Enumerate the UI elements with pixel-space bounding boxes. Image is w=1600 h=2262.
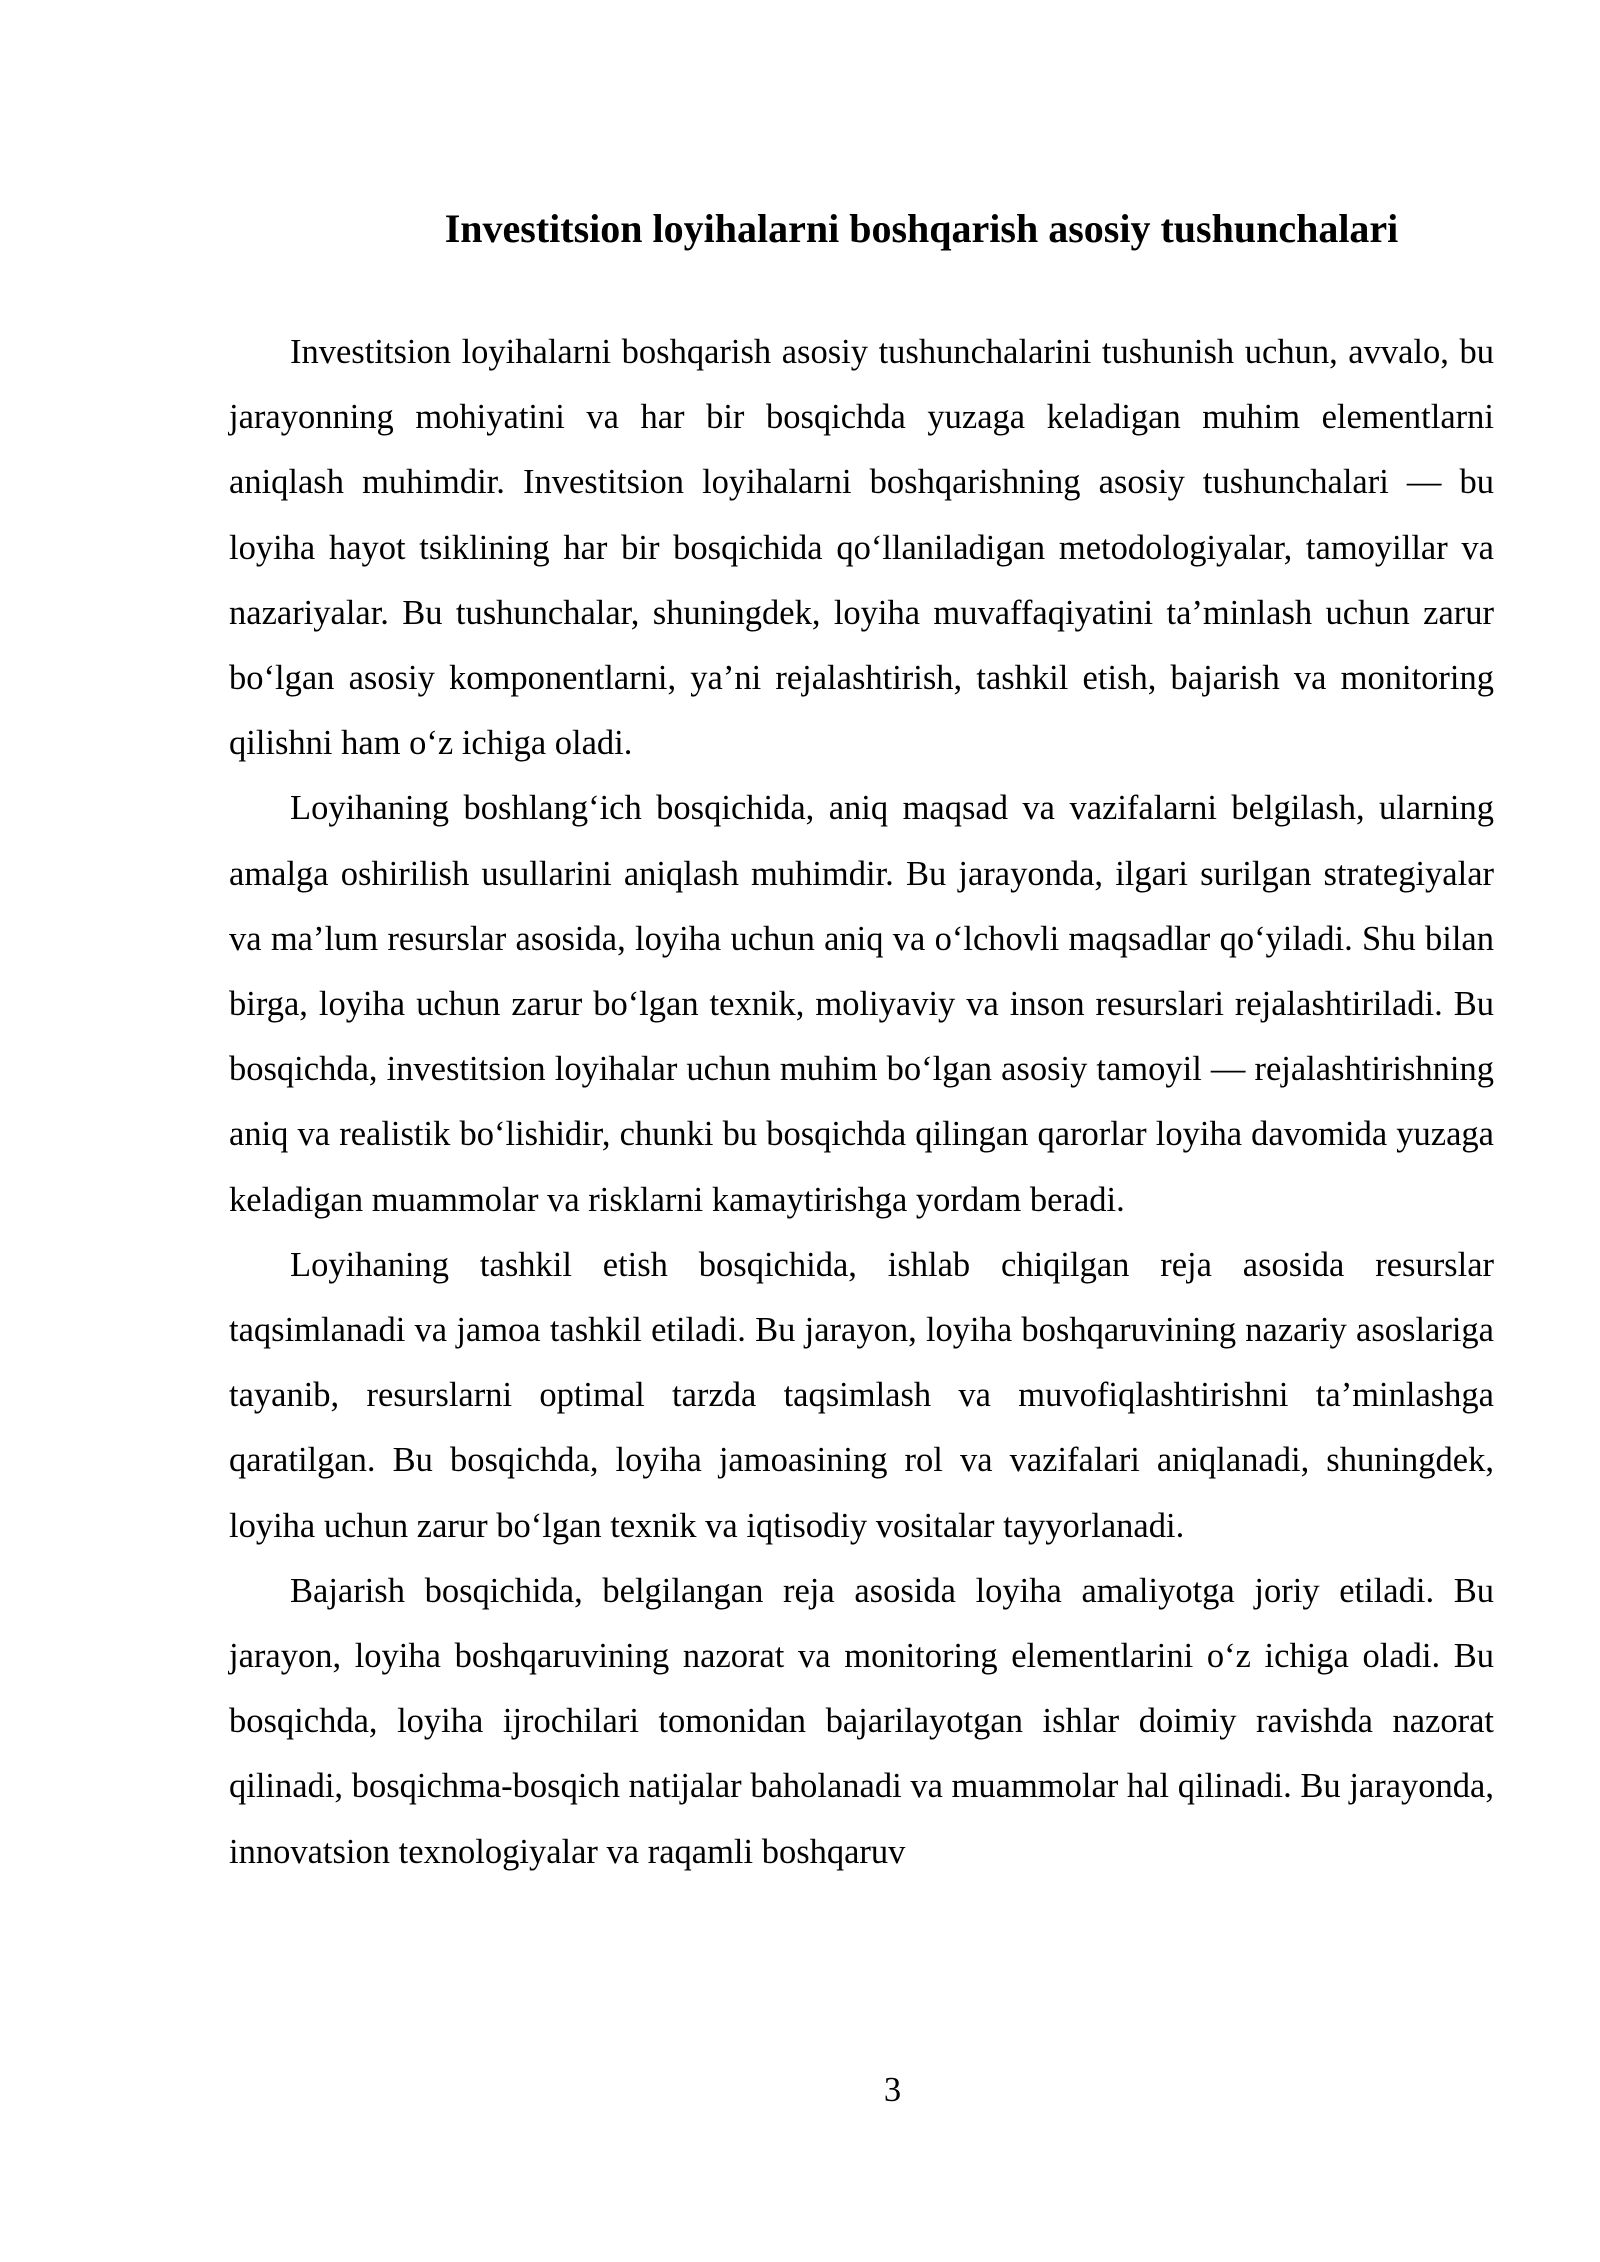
document-title: Investitsion loyihalarni boshqarish asosiy tushunchalari: [444, 206, 1399, 251]
paragraph-2: Loyihaning boshlang‘ich bosqichida, aniq maqsad va vazifalarni belgilash, ularning amalga oshirilish usullarini aniqlash muhimdir. Bu jarayonda, ilgari surilgan strategiyalar va ma’lum resurslar asosida, loyiha uchun aniq va o‘lchovli maqsadlar qo‘yiladi. Shu bilan birga, loyiha uchun zarur bo‘lgan texnik, moliyaviy va inson resurslari rejalashtiriladi. Bu bosqichda, investitsion loyihalar uchun muhim bo‘lgan asosiy tamoyil — rejalashtirishning aniq va realistik bo‘lishidir, chunki bu bosqichda qilingan qarorlar loyiha davomida yuzaga keladigan muammolar va risklarni kamaytirishga yordam beradi.: [229, 789, 1494, 1219]
paragraph-1: Investitsion loyihalarni boshqarish asosiy tushunchalarini tushunish uchun, avvalo, bu jarayonning mohiyatini va har bir bosqichda yuzaga keladigan muhim elementlarni aniqlash muhimdir. Investitsion loyihalarni boshqarishning asosiy tushunchalari — bu loyiha hayot tsiklining har bir bosqichida qo‘llaniladigan metodologiyalar, tamoyillar va nazariyalar. Bu tushunchalar, shuningdek, loyiha muvaffaqiyatini ta’minlash uchun zarur bo‘lgan asosiy komponentlarni, ya’ni rejalashtirish, tashkil etish, bajarish va monitoring qilishni ham o‘z ichiga oladi.: [229, 333, 1494, 763]
paragraph-4: Bajarish bosqichida, belgilangan reja asosida loyiha amaliyotga joriy etiladi. Bu jarayon, loyiha boshqaruvining nazorat va monitoring elementlarini o‘z ichiga oladi. Bu bosqichda, loyiha ijrochilari tomonidan bajarilayotgan ishlar doimiy ravishda nazorat qilinadi, bosqichma-bosqich natijalar baholanadi va muammolar hal qilinadi. Bu jarayonda, innovatsion texnologiyalar va raqamli boshqaruv: [229, 1571, 1494, 1871]
page-number: 3: [883, 2071, 902, 2109]
document-body: [229, 320, 1494, 1885]
paragraph-3: Loyihaning tashkil etish bosqichida, ishlab chiqilgan reja asosida resurslar taqsimlanadi va jamoa tashkil etiladi. Bu jarayon, loyiha boshqaruvining nazariy asoslariga tayanib, resurslarni optimal tarzda taqsimlash va muvofiqlashtirishni ta’minlashga qaratilgan. Bu bosqichda, loyiha jamoasining rol va vazifalari aniqlanadi, shuningdek, loyiha uchun zarur bo‘lgan texnik va iqtisodiy vositalar tayyorlanadi.: [229, 1245, 1494, 1545]
